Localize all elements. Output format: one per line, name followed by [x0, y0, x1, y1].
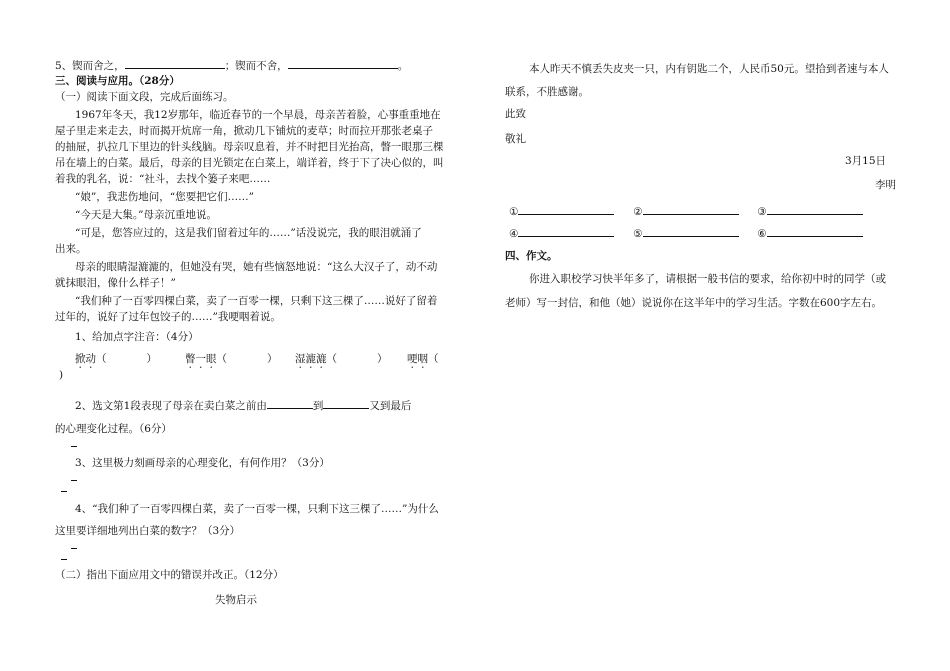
question-4-line-2: 这里要详细地列出白菜的数字？（3分）: [55, 525, 241, 537]
answer-label-4: ④: [509, 228, 519, 240]
pinyin-blank-3[interactable]: [337, 352, 377, 362]
passage-line-2: 屋子里走来走去，时而揭开炕席一角，掀动几下铺炕的麦草；时而拉开那张老桌子: [55, 125, 433, 137]
passage-line-12: “我们种了一百零四棵白菜，卖了一百零一棵，只剩下这三棵了……说好了留着: [75, 295, 438, 307]
answer-blank-5[interactable]: [643, 226, 739, 237]
answer-mark: [71, 446, 77, 447]
pinyin-item-4: 哽咽（: [407, 353, 439, 365]
notice-body-line-2: 联系，不胜感谢。: [505, 86, 589, 98]
passage-line-6: “娘”，我悲伤地问，“您要把它们……”: [75, 191, 254, 203]
passage-line-13: 过年的，说好了过年包饺子的……”我哽咽着说。: [55, 311, 281, 323]
passage-line-8: “可是，您答应过的，这是我们留着过年的……”话没说完，我的眼泪就涌了: [75, 227, 422, 239]
passage-line-4: 吊在墙上的白菜。最后，母亲的目光锁定在白菜上，端详着，终于下了决心似的，叫: [55, 157, 444, 169]
question-4-line-1: 4、“我们种了一百零四棵白菜，卖了一百零一棵，只剩下这三棵了……”为什么: [75, 503, 439, 515]
q2-text-b: 到: [312, 400, 324, 412]
part-1-instruction: （一）阅读下面文段，完成后面练习。: [55, 91, 234, 103]
answer-label-3: ③: [757, 206, 767, 218]
section-3-title: 三、阅读与应用。（28分）: [55, 75, 180, 87]
pinyin-item-3: 湿漉漉（ ）: [295, 353, 388, 365]
passage-line-3: 的抽屉，扒拉几下里边的针头线脑。母亲叹息着，并不时把目光抬高，瞥一眼那三棵: [55, 141, 444, 153]
question-5: [55, 58, 408, 73]
question-2-line-1: [75, 398, 411, 413]
answer-blank-4[interactable]: [518, 226, 614, 237]
pinyin-blank-2[interactable]: [227, 352, 267, 362]
notice-body-line-1: 本人昨天不慎丢失皮夹一只，内有钥匙二个，人民币50元。望拾到者速与本人: [529, 63, 889, 75]
answer-blank-2[interactable]: [643, 204, 739, 215]
pinyin-item-2: 瞥一眼（ ）: [185, 353, 278, 365]
q2-blank-1[interactable]: [267, 398, 313, 409]
answer-label-5: ⑤: [633, 228, 643, 240]
answer-mark: [71, 548, 77, 549]
pinyin-word-4: 哽咽: [407, 353, 428, 365]
answer-mark: [61, 559, 67, 560]
closing-ci-zhi: 此致: [505, 108, 526, 120]
section-4-title: 四、作文。: [505, 250, 558, 262]
q2-text-a: 2、选文第1段表现了母亲在卖白菜之前由: [75, 400, 267, 412]
passage-line-5: 着我的乳名，说：“社斗，去找个篓子来吧……: [55, 173, 271, 185]
answer-mark: [61, 491, 67, 492]
part-2-instruction: （二）指出下面应用文中的错误并改正。（12分）: [55, 569, 284, 581]
q5-blank-2[interactable]: [288, 58, 398, 69]
q5-prefix: 5、锲而舍之，: [55, 60, 125, 72]
pinyin-word-1: 掀动: [75, 353, 96, 365]
answer-blank-3[interactable]: [767, 204, 863, 215]
notice-title: 失物启示: [215, 594, 257, 606]
answer-mark: [71, 480, 77, 481]
answer-row-1: [509, 204, 863, 219]
pinyin-item-1: 掀动（ ）: [75, 353, 157, 365]
passage-line-7: “今天是大集。”母亲沉重地说。: [75, 209, 217, 221]
question-1: 1、给加点字注音：（4分）: [75, 331, 199, 343]
passage-line-1: 1967年冬天，我12岁那年，临近春节的一个早晨，母亲苦着脸，心事重重地在: [75, 109, 441, 121]
notice-date: 3月15日: [845, 155, 887, 167]
passage-line-11: 就抹眼泪，像什么样子！”: [55, 277, 176, 289]
pinyin-blank-1[interactable]: [107, 352, 147, 362]
pinyin-close-paren: ): [59, 369, 64, 381]
essay-prompt-line-1: 你进入职校学习快半年多了，请根据一般书信的要求，给你初中时的同学（或: [529, 273, 886, 285]
q5-end: 。: [397, 60, 409, 72]
answer-label-6: ⑥: [757, 228, 767, 240]
question-2-line-2: 的心理变化过程。（6分）: [55, 423, 172, 435]
passage-line-9: 出来。: [55, 243, 87, 255]
answer-blank-6[interactable]: [767, 226, 863, 237]
passage-line-10: 母亲的眼睛湿漉漉的，但她没有哭，她有些恼怒地说：“这么大汉子了，动不动: [75, 261, 438, 273]
q2-blank-2[interactable]: [323, 398, 369, 409]
question-3: 3、这里极力刻画母亲的心理变化，有何作用？（3分）: [75, 457, 330, 469]
q2-text-c: 又到最后: [369, 400, 412, 412]
q5-blank-1[interactable]: [125, 58, 225, 69]
answer-blank-1[interactable]: [518, 204, 614, 215]
answer-label-2: ②: [633, 206, 643, 218]
closing-jing-li: 敬礼: [505, 133, 526, 145]
essay-prompt-line-2: 老师）写一封信，和他（她）说说你在这半年中的学习生活。字数在600字左右。: [505, 297, 883, 309]
answer-label-1: ①: [509, 206, 519, 218]
notice-signer: 李明: [875, 179, 896, 191]
q5-mid: ；锲而不舍，: [224, 60, 288, 72]
pinyin-word-2: 瞥一眼: [185, 353, 217, 365]
answer-row-2: [509, 226, 863, 241]
pinyin-word-3: 湿漉漉: [295, 353, 327, 365]
